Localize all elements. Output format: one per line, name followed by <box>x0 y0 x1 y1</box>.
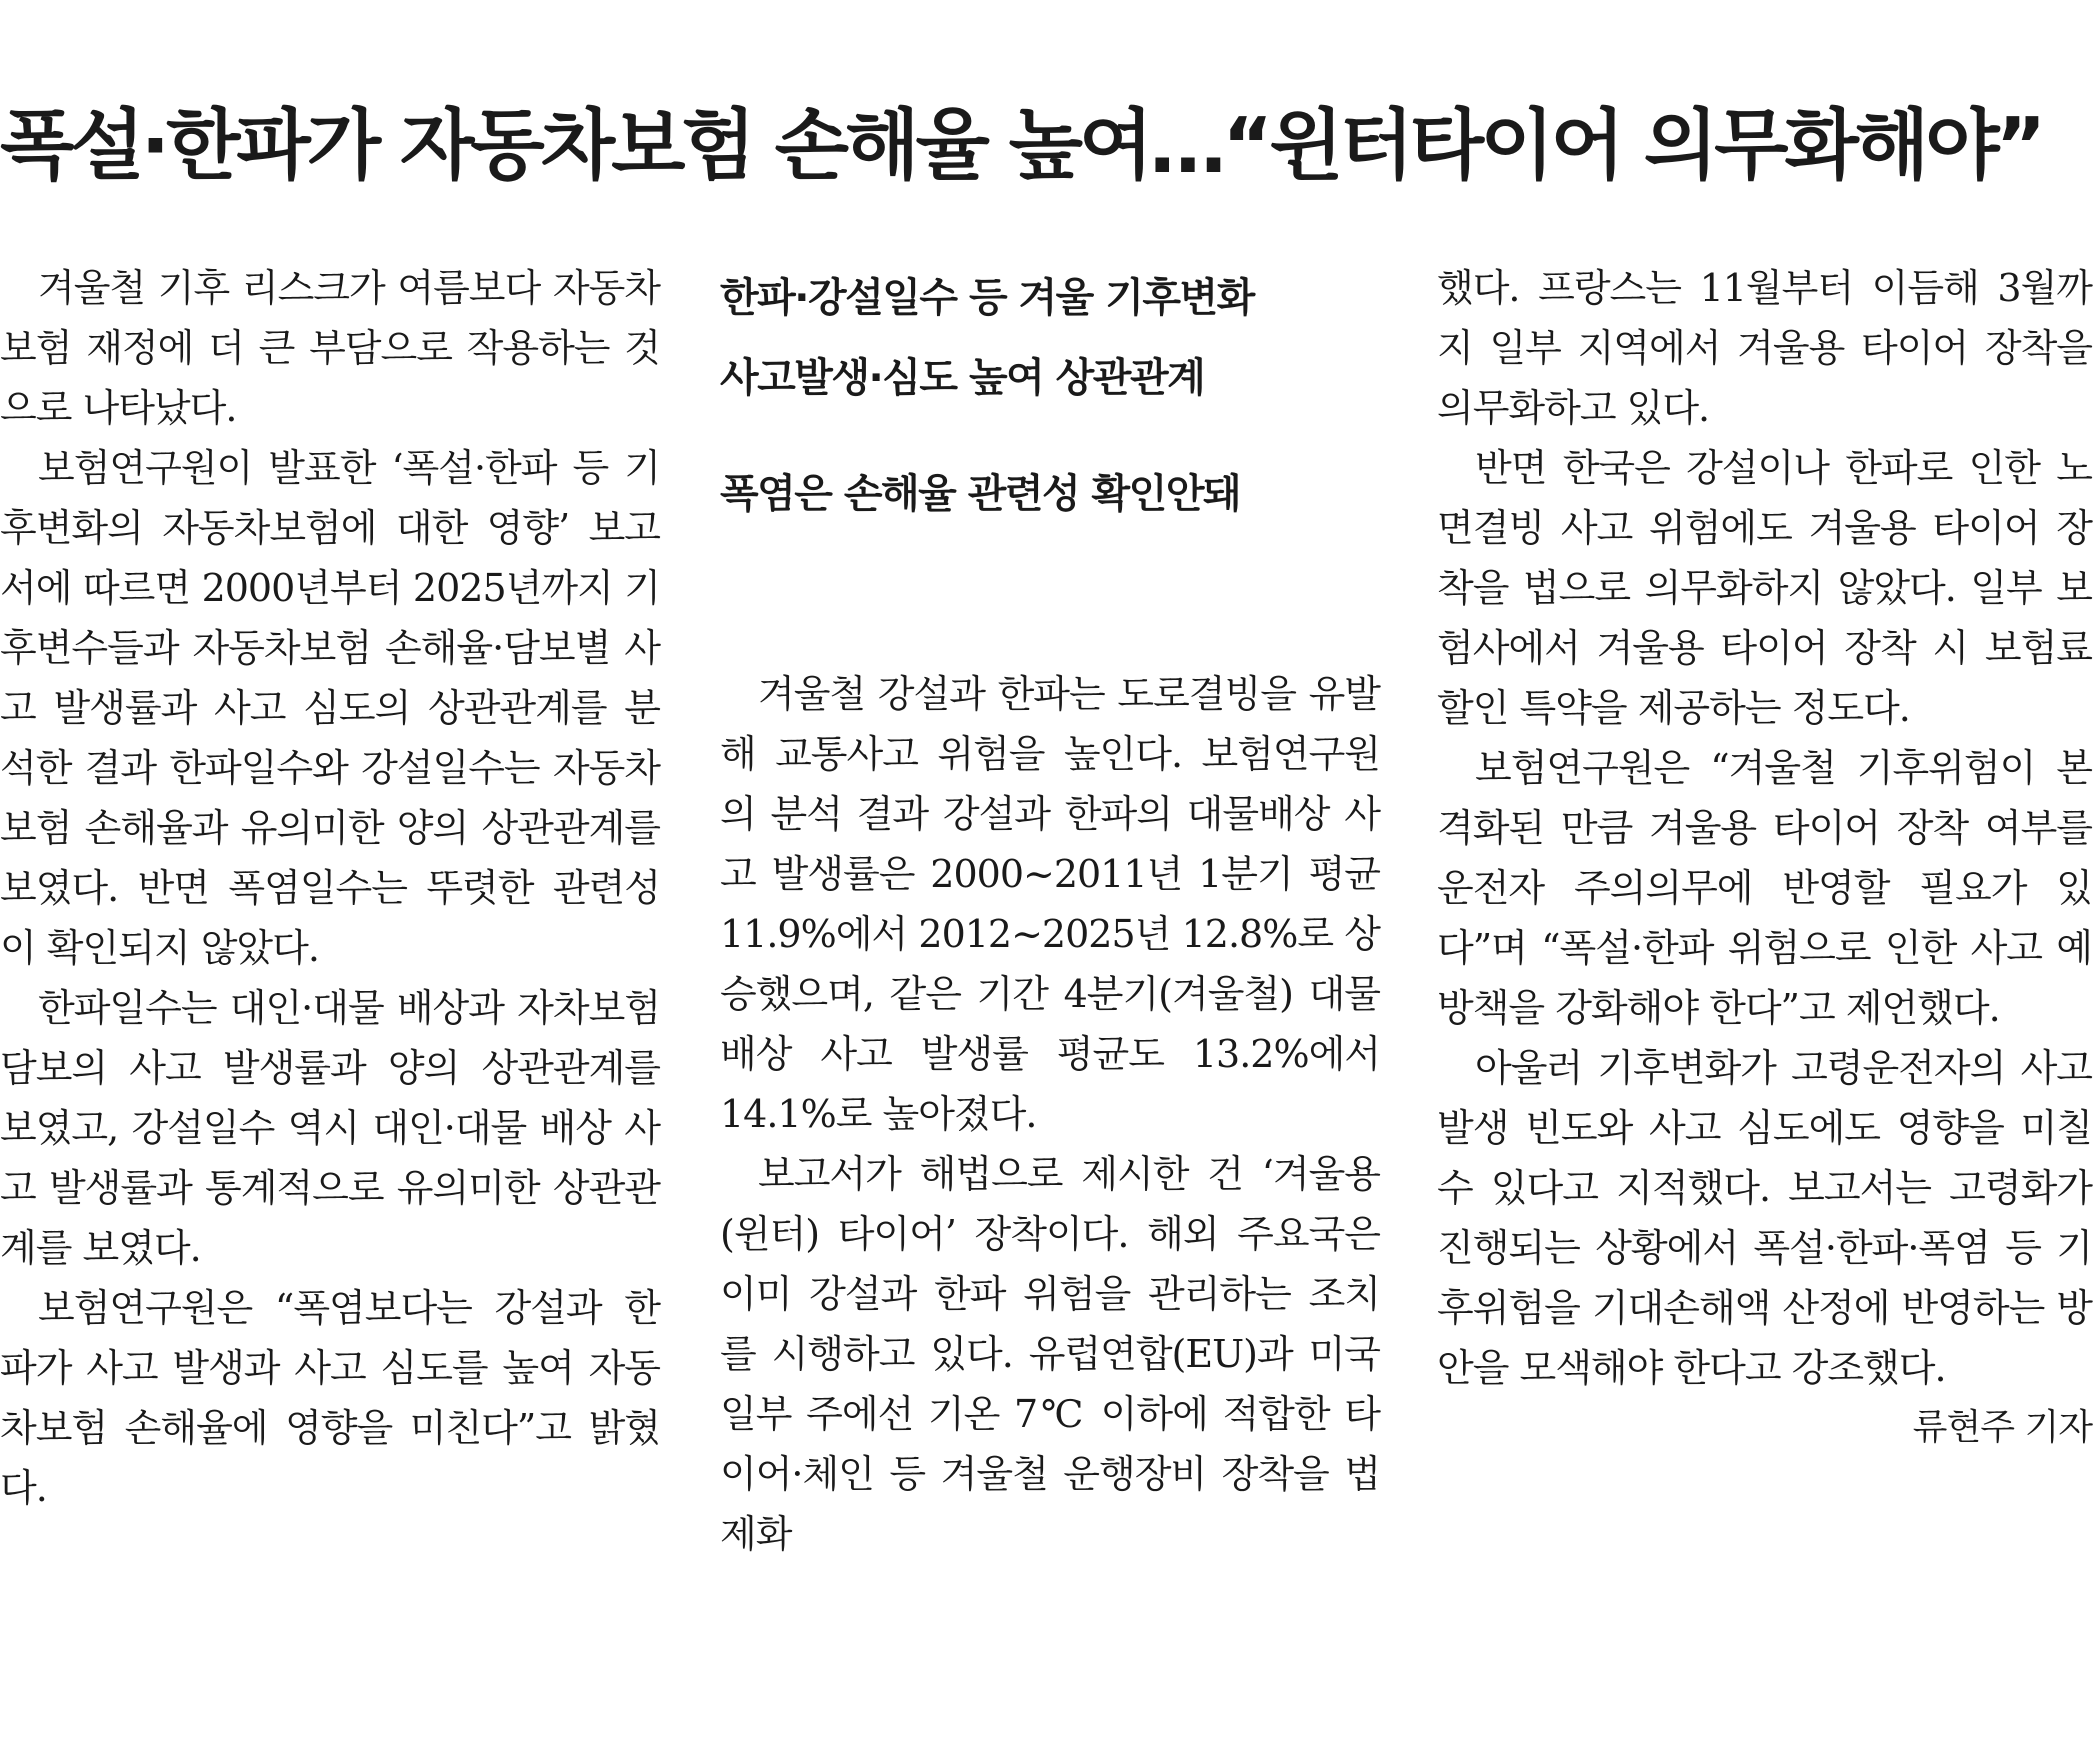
paragraph: 아울러 기후변화가 고령운전자의 사고 발생 빈도와 사고 심도에도 영향을 미칠 수 있다고 지적했다. 보고서는 고령화가 진행되는 상황에서 폭설·한파·폭염 등 기후위험을 기대손해액 산정에 반영하는 방안을 모색해야 한다고 강조했다. <box>1437 1046 2092 1390</box>
paragraph: 보험연구원은 “폭염보다는 강설과 한파가 사고 발생과 사고 심도를 높여 자동차보험 손해율에 영향을 미친다”고 밝혔다. <box>0 1286 660 1510</box>
byline: 류현주 기자 <box>1912 1407 2092 1448</box>
column-3 <box>1437 258 2092 1458</box>
paragraph: 보고서가 해법으로 제시한 건 ‘겨울용(윈터) 타이어’ 장착이다. 해외 주요국은 이미 강설과 한파 위험을 관리하는 조치를 시행하고 있다. 유럽연합(EU)과 미국 일부 주에선 기온 7℃ 이하에 적합한 타이어·체인 등 겨울철 운행장비 장착을 법제화 <box>720 1152 1380 1556</box>
paragraph: 반면 한국은 강설이나 한파로 인한 노면결빙 사고 위험에도 겨울용 타이어 장착을 법으로 의무화하지 않았다. 일부 보험사에서 겨울용 타이어 장착 시 보험료 할인 특약을 제공하는 정도다. <box>1437 446 2092 730</box>
paragraph: 보험연구원이 발표한 ‘폭설·한파 등 기후변화의 자동차보험에 대한 영향’ 보고서에 따르면 2000년부터 2025년까지 기후변수들과 자동차보험 손해율·담보별 사고 발생률과 사고 심도의 상관관계를 분석한 결과 한파일수와 강설일수는 자동차보험 손해율과 유의미한 양의 상관관계를 보였다. 반면 폭염일수는 뚜렷한 관련성이 확인되지 않았다. <box>0 446 660 970</box>
paragraph: 한파일수는 대인·대물 배상과 자차보험 담보의 사고 발생률과 양의 상관관계를 보였고, 강설일수 역시 대인·대물 배상 사고 발생률과 통계적으로 유의미한 상관관계를 보였다. <box>0 986 660 1270</box>
paragraph: 보험연구원은 “겨울철 기후위험이 본격화된 만큼 겨울용 타이어 장착 여부를 운전자 주의의무에 반영할 필요가 있다”며 “폭설·한파 위험으로 인한 사고 예방책을 강화해야 한다”고 제언했다. <box>1437 746 2092 1030</box>
subheadline: 폭염은 손해율 관련성 확인안돼 <box>720 471 1241 517</box>
headline: 폭설·한파가 자동차보험 손해율 높여…“윈터타이어 의무화해야” <box>0 102 2043 191</box>
byline-row <box>1437 1398 2092 1458</box>
paragraph: 했다. 프랑스는 11월부터 이듬해 3월까지 일부 지역에서 겨울용 타이어 장착을 의무화하고 있다. <box>1437 266 2092 430</box>
paragraph: 겨울철 기후 리스크가 여름보다 자동차보험 재정에 더 큰 부담으로 작용하는 것으로 나타났다. <box>0 266 660 430</box>
subheadline: 한파·강설일수 등 겨울 기후변화 <box>720 275 1254 321</box>
paragraph: 겨울철 강설과 한파는 도로결빙을 유발해 교통사고 위험을 높인다. 보험연구원의 분석 결과 강설과 한파의 대물배상 사고 발생률은 2000~2011년 1분기 평균 11.9%에서 2012~2025년 12.8%로 상승했으며, 같은 기간 4분기(겨울철) 대물배상 사고 발생률 평균도 13.2%에서 14.1%로 높아졌다. <box>720 672 1380 1136</box>
column-2 <box>720 258 1380 1564</box>
subheadline: 사고발생·심도 높여 상관관계 <box>720 355 1205 401</box>
column-1 <box>0 258 660 1518</box>
